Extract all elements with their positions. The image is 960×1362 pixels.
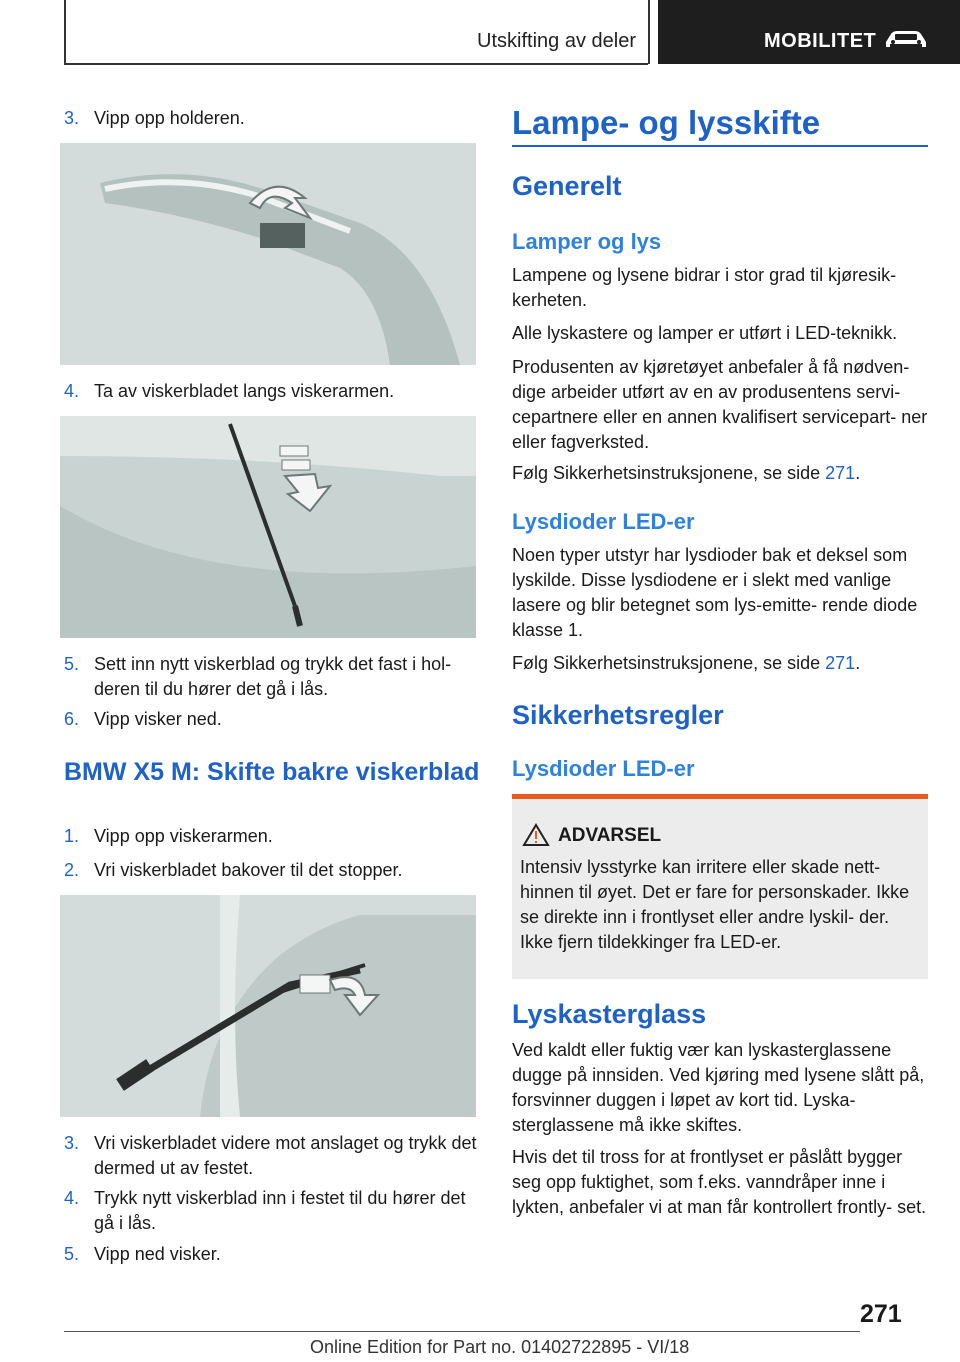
warning-triangle-icon [522,823,550,847]
step-text: Trykk nytt viskerblad inn i festet til du hører det gå i lås. [94,1188,466,1233]
paragraph-text-end: . [855,463,861,483]
section-heading-safety: Sikkerhetsregler [512,700,724,730]
paragraph: Ved kaldt eller fuktig vær kan lyskasterglassene dugge på innsiden. Ved kjøring med lysene slått på, forsvinner duggen i løpet av kort tid. Lyska‐ sterglassene må ikke skiftes. [512,1040,925,1135]
topic-heading-lamps: Lamper og lys [512,229,662,254]
paragraph-with-link [512,651,928,676]
step-text: Vipp opp holderen. [94,108,245,128]
step-number: 5. [64,654,80,674]
section-heading-headlight-glass: Lyskasterglass [512,999,707,1029]
paragraph-text-end: . [855,653,861,673]
paragraph: Noen typer utstyr har lysdioder bak et deksel som lyskilde. Disse lysdiodene er i slekt med vanlige lasere og blir betegnet som lys-emitte‐ rende diode klasse 1. [512,545,918,640]
header-left-rule [64,0,66,64]
section-heading-general: Generelt [512,171,622,201]
page-number: 271 [860,1300,902,1328]
rear-wiper-illustration [60,895,476,1117]
page-link[interactable]: 271 [825,463,856,483]
page-title: Lampe- og lysskifte [512,104,821,141]
paragraph-with-link [512,461,928,486]
step-text: Vri viskerbladet videre mot anslaget og trykk det dermed ut av festet. [94,1133,477,1178]
step-text: Vipp visker ned. [94,709,222,729]
topic-heading-led: Lysdioder LED-er [512,509,695,534]
wiper-holder-illustration [60,143,476,365]
step-number: 1. [64,826,80,846]
step-text: Sett inn nytt viskerblad og trykk det fast i hol deren til du hører det gå i lås. [94,654,452,699]
wiper-blade-removal-illustration [60,416,476,638]
step-number: 3. [64,108,80,128]
page-link[interactable]: 271 [825,653,856,673]
step-number: 5. [64,1244,80,1264]
rear-wiper-heading: BMW X5 M: Skifte bakre viskerblad [64,758,480,786]
header-underline [64,63,648,65]
chapter-title: MOBILITET [764,30,877,52]
step-text: Vri viskerbladet bakover til det stopper. [94,860,403,880]
step-text: Vipp opp viskerarmen. [94,826,273,846]
topic-heading-led-safety: Lysdioder LED-er [512,756,695,781]
step-text: Vipp ned visker. [94,1244,221,1264]
paragraph: Lampene og lysene bidrar i stor grad til kjøresik‐ kerheten. [512,265,897,310]
step-number: 4. [64,1188,80,1208]
paragraph: Alle lyskastere og lamper er utført i LED-teknikk. [512,323,898,343]
car-icon [882,28,930,50]
chapter-tab[interactable] [658,0,960,64]
section-title: Utskifting av deler [477,30,636,52]
step-number: 2. [64,860,80,880]
step-number: 4. [64,381,80,401]
warning-text: Intensiv lysstyrke kan irritere eller skade nett‐ hinnen til øyet. Det er fare for personskader. Ikke se direkte inn i frontlyset eller andre lyskil‐ der. Ikke fjern tildekkinger fra LED-er. [520,857,910,952]
footer-edition: Online Edition for Part no. 01402722895 - VI/18 [310,1337,690,1357]
warning-title: ADVARSEL [558,825,662,846]
footer-rule [64,1331,860,1332]
paragraph-text: Følg Sikkerhetsinstruksjonene, se side [512,463,826,483]
step-text: Ta av viskerbladet langs viskerarmen. [94,381,395,401]
paragraph: Produsenten av kjøretøyet anbefaler å få nødven‐ dige arbeider utført av en av produsentens servi‐ cepartnere eller en annen kvalifisert servicepart‐ ner eller fagverksted. [512,357,928,452]
header-mid-rule [648,0,650,64]
step-number: 6. [64,709,80,729]
warning-box [512,794,928,979]
paragraph: Hvis det til tross for at frontlyset er påslått bygger seg opp fuktighet, som f.eks. vanndråper inne i lykten, anbefaler vi at man får kontrollert frontly‐ set. [512,1147,927,1217]
step-number: 3. [64,1133,80,1153]
paragraph-text: Følg Sikkerhetsinstruksjonene, se side [512,653,826,673]
title-rule [512,145,928,147]
